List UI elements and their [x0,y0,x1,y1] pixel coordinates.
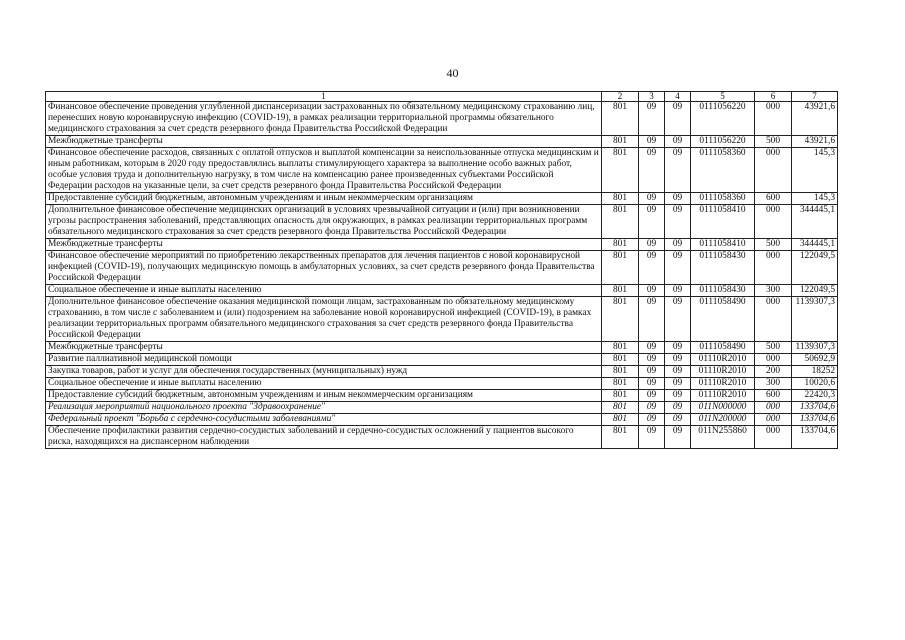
column-header: 1 [46,92,602,102]
section-code: 09 [639,102,665,136]
table-row [46,205,838,239]
target-article-code: 0111056220 [691,136,755,148]
amount: 18252 [792,366,838,378]
row-name: Межбюджетные трансферты [46,136,602,148]
rzpr-code: 801 [602,251,639,285]
expense-type-code: 000 [755,297,792,342]
expense-type-code: 000 [755,251,792,285]
table-row [46,414,838,426]
row-name: Федеральный проект "Борьба с сердечно-сосудистыми заболеваниями" [46,414,602,426]
table-row [46,342,838,354]
row-name: Предоставление субсидий бюджетным, автономным учреждениям и иным некоммерческим организациям [46,390,602,402]
section-code: 09 [639,414,665,426]
subsection-code: 09 [665,297,691,342]
rzpr-code: 801 [602,297,639,342]
row-name: Финансовое обеспечение проведения углубленной диспансеризации застрахованных по обязательному медицинскому страхованию лиц, перенесших новую коронавирусную инфекцию (COVID-19), в рамках реализации территориальной программы обязательного медицинского страхования за счет средств резервного фонда Правительства Российской Федерации [46,102,602,136]
amount: 22420,3 [792,390,838,402]
amount: 43921,6 [792,102,838,136]
rzpr-code: 801 [602,205,639,239]
expense-type-code: 200 [755,366,792,378]
row-name: Дополнительное финансовое обеспечение оказания медицинской помощи лицам, застрахованным по обязательному медицинскому страхованию, в том числе с заболеванием и (или) подозрением на заболевание новой коронавирусной инфекцией (COVID-19), в рамках реализации территориальных программ обязательного медицинского страхования за счет средств резервного фонда Правительства Российской Федерации [46,297,602,342]
row-name: Социальное обеспечение и иные выплаты населению [46,378,602,390]
target-article-code: 0111058490 [691,297,755,342]
expense-type-code: 000 [755,148,792,193]
subsection-code: 09 [665,193,691,205]
table-row [46,354,838,366]
table-header-row [46,92,838,102]
expense-type-code: 000 [755,402,792,414]
target-article-code: 0111058430 [691,251,755,285]
section-code: 09 [639,148,665,193]
section-code: 09 [639,426,665,449]
expense-type-code: 600 [755,193,792,205]
row-name: Финансовое обеспечение расходов, связанных с оплатой отпусков и выплатой компенсации за неиспользованные отпуска медицинским и иным работникам, которым в 2020 году предоставлялись выплаты стимулирующего характера за выполнение особо важных работ, особые условия труда и дополнительную нагрузку, в том числе на компенсацию ранее произведенных субъектами Российской Федерации расходов на указанные цели, за счет средств резервного фонда Правительства Российской Федерации [46,148,602,193]
subsection-code: 09 [665,102,691,136]
subsection-code: 09 [665,354,691,366]
amount: 145,3 [792,193,838,205]
rzpr-code: 801 [602,148,639,193]
subsection-code: 09 [665,402,691,414]
subsection-code: 09 [665,251,691,285]
row-name: Социальное обеспечение и иные выплаты населению [46,285,602,297]
section-code: 09 [639,136,665,148]
subsection-code: 09 [665,378,691,390]
rzpr-code: 801 [602,426,639,449]
amount: 133704,6 [792,402,838,414]
expense-type-code: 600 [755,390,792,402]
table-row [46,390,838,402]
rzpr-code: 801 [602,102,639,136]
subsection-code: 09 [665,239,691,251]
row-name: Реализация мероприятий национального проекта "Здравоохранение" [46,402,602,414]
table-row [46,297,838,342]
amount: 1139307,3 [792,297,838,342]
row-name: Предоставление субсидий бюджетным, автономным учреждениям и иным некоммерческим организациям [46,193,602,205]
target-article-code: 0111058410 [691,239,755,251]
column-header: 6 [755,92,792,102]
column-header: 7 [792,92,838,102]
subsection-code: 09 [665,366,691,378]
target-article-code: 0111058490 [691,342,755,354]
amount: 50692,9 [792,354,838,366]
section-code: 09 [639,402,665,414]
rzpr-code: 801 [602,390,639,402]
row-name: Межбюджетные трансферты [46,239,602,251]
section-code: 09 [639,193,665,205]
page-number: 40 [446,66,459,80]
subsection-code: 09 [665,285,691,297]
section-code: 09 [639,239,665,251]
subsection-code: 09 [665,390,691,402]
target-article-code: 0111058360 [691,193,755,205]
expense-type-code: 000 [755,354,792,366]
expense-type-code: 500 [755,239,792,251]
rzpr-code: 801 [602,239,639,251]
expense-type-code: 500 [755,136,792,148]
expense-type-code: 300 [755,378,792,390]
amount: 344445,1 [792,205,838,239]
table-row [46,402,838,414]
column-header: 3 [639,92,665,102]
rzpr-code: 801 [602,136,639,148]
row-name: Дополнительное финансовое обеспечение медицинских организаций в условиях чрезвычайной ситуации и (или) при возникновении угрозы распространения заболеваний, представляющих опасность для окружающих, в рамках реализации территориальных программ обязательного медицинского страхования за счет средств резервного фонда Правительства Российской Федерации [46,205,602,239]
row-name: Закупка товаров, работ и услуг для обеспечения государственных (муниципальных) нужд [46,366,602,378]
section-code: 09 [639,205,665,239]
expense-type-code: 000 [755,414,792,426]
target-article-code: 011N000000 [691,402,755,414]
target-article-code: 0111056220 [691,102,755,136]
subsection-code: 09 [665,426,691,449]
column-header: 5 [691,92,755,102]
budget-table [45,91,838,449]
row-name: Финансовое обеспечение мероприятий по приобретению лекарственных препаратов для лечения пациентов с новой коронавирусной инфекцией (COVID-19), получающих медицинскую помощь в амбулаторных условиях, за счет средств резервного фонда Правительства Российской Федерации [46,251,602,285]
rzpr-code: 801 [602,378,639,390]
amount: 10020,6 [792,378,838,390]
section-code: 09 [639,366,665,378]
rzpr-code: 801 [602,354,639,366]
table-row [46,426,838,449]
section-code: 09 [639,297,665,342]
target-article-code: 011N255860 [691,426,755,449]
section-code: 09 [639,251,665,285]
target-article-code: 01110R2010 [691,378,755,390]
table-row [46,378,838,390]
table-row [46,136,838,148]
expense-type-code: 000 [755,426,792,449]
section-code: 09 [639,378,665,390]
table-row [46,366,838,378]
target-article-code: 0111058360 [691,148,755,193]
rzpr-code: 801 [602,414,639,426]
column-header: 2 [602,92,639,102]
section-code: 09 [639,342,665,354]
amount: 133704,6 [792,426,838,449]
target-article-code: 01110R2010 [691,390,755,402]
rzpr-code: 801 [602,285,639,297]
section-code: 09 [639,390,665,402]
target-article-code: 0111058430 [691,285,755,297]
column-header: 4 [665,92,691,102]
section-code: 09 [639,285,665,297]
target-article-code: 01110R2010 [691,366,755,378]
section-code: 09 [639,354,665,366]
target-article-code: 011N200000 [691,414,755,426]
table-row [46,239,838,251]
row-name: Межбюджетные трансферты [46,342,602,354]
table-row [46,148,838,193]
amount: 344445,1 [792,239,838,251]
row-name: Обеспечение профилактики развития сердечно-сосудистых заболеваний и сердечно-сосудистых осложнений у пациентов высокого риска, находящихся на диспансерном наблюдении [46,426,602,449]
amount: 43921,6 [792,136,838,148]
table-row [46,193,838,205]
row-name: Развитие паллиативной медицинской помощи [46,354,602,366]
subsection-code: 09 [665,414,691,426]
rzpr-code: 801 [602,402,639,414]
expense-type-code: 000 [755,205,792,239]
amount: 133704,6 [792,414,838,426]
target-article-code: 01110R2010 [691,354,755,366]
amount: 145,3 [792,148,838,193]
amount: 122049,5 [792,251,838,285]
target-article-code: 0111058410 [691,205,755,239]
subsection-code: 09 [665,205,691,239]
rzpr-code: 801 [602,342,639,354]
rzpr-code: 801 [602,193,639,205]
subsection-code: 09 [665,136,691,148]
table-row [46,285,838,297]
expense-type-code: 300 [755,285,792,297]
subsection-code: 09 [665,342,691,354]
table-row [46,102,838,136]
subsection-code: 09 [665,148,691,193]
amount: 122049,5 [792,285,838,297]
rzpr-code: 801 [602,366,639,378]
amount: 1139307,3 [792,342,838,354]
table-row [46,251,838,285]
expense-type-code: 500 [755,342,792,354]
expense-type-code: 000 [755,102,792,136]
